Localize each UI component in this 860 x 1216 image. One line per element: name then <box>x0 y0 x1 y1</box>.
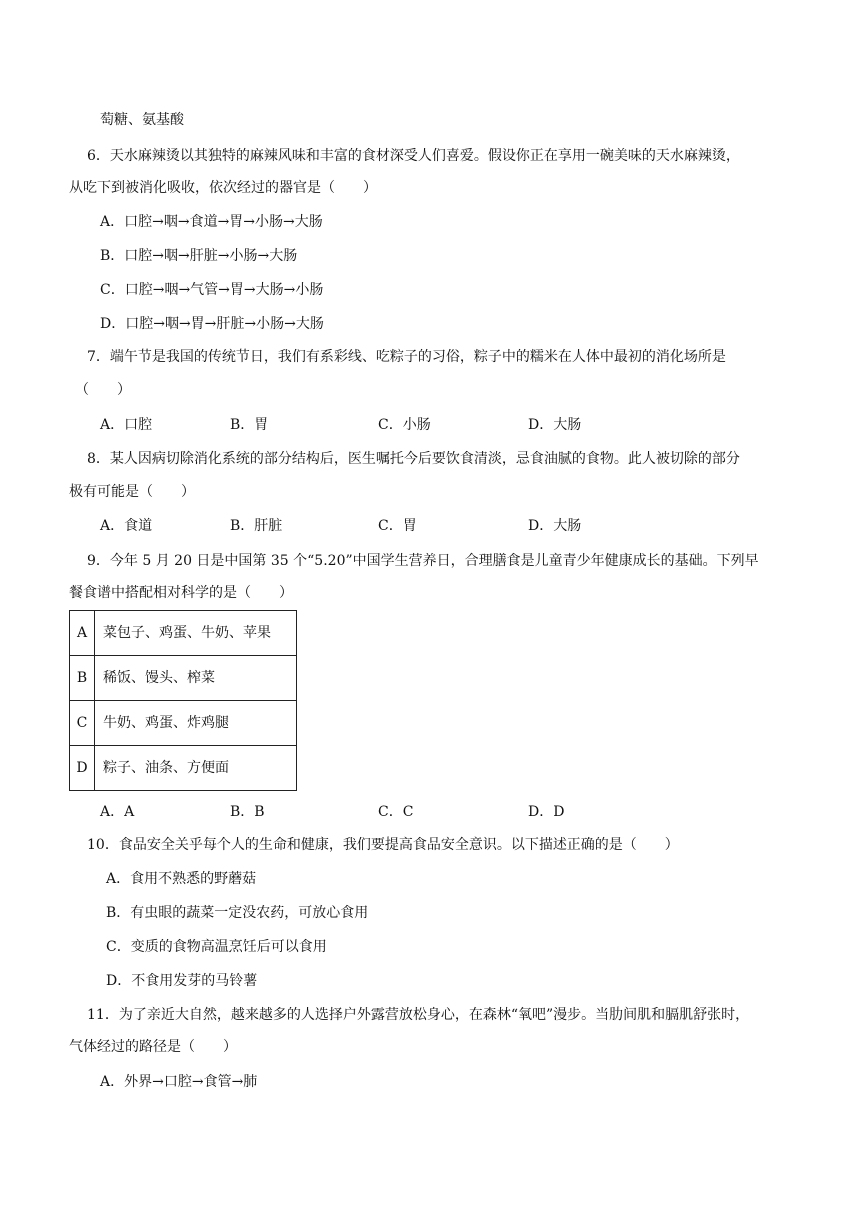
menu-items: 牛奶、鸡蛋、炸鸡腿 <box>95 701 297 746</box>
question-9-option-a[interactable]: A．A <box>100 804 135 820</box>
question-9-stem-line-2: 餐食谱中搭配相对科学的是（ ） <box>69 585 293 601</box>
menu-items: 稀饭、馒头、榨菜 <box>95 656 297 701</box>
question-7-option-c[interactable]: C．小肠 <box>378 417 431 433</box>
question-9-option-c[interactable]: C．C <box>378 804 414 820</box>
menu-key: D <box>70 746 95 791</box>
menu-items: 菜包子、鸡蛋、牛奶、苹果 <box>95 611 297 656</box>
table-row <box>70 611 297 656</box>
question-9-option-b[interactable]: B．B <box>230 804 265 820</box>
question-7-stem-line-2: （ ） <box>75 382 131 398</box>
table-row <box>70 656 297 701</box>
menu-key: A <box>70 611 95 656</box>
menu-items: 粽子、油条、方便面 <box>95 746 297 791</box>
question-8-option-b[interactable]: B．肝脏 <box>230 518 283 534</box>
question-6-stem-line-1: 6．天水麻辣烫以其独特的麻辣风味和丰富的食材深受人们喜爱。假设你正在享用一碗美味的天水麻辣烫， <box>87 148 740 164</box>
question-11-option-a[interactable]: A．外界→口腔→食管→肺 <box>100 1074 258 1090</box>
question-8-option-c[interactable]: C．胃 <box>378 518 417 534</box>
question-9-option-d[interactable]: D．D <box>528 804 565 820</box>
question-7-option-d[interactable]: D．大肠 <box>528 417 582 433</box>
question-6-option-b[interactable]: B．口腔→咽→肝脏→小肠→大肠 <box>100 248 298 264</box>
question-8-option-a[interactable]: A．食道 <box>100 518 153 534</box>
question-7-option-b[interactable]: B．胃 <box>230 417 269 433</box>
question-10-option-b[interactable]: B．有虫眼的蔬菜一定没农药，可放心食用 <box>106 905 369 921</box>
question-7-stem-line-1: 7．端午节是我国的传统节日，我们有系彩线、吃粽子的习俗，粽子中的糯米在人体中最初的消化场所是 <box>87 349 726 365</box>
question-11-stem-line-2: 气体经过的路径是（ ） <box>69 1039 237 1055</box>
menu-key: B <box>70 656 95 701</box>
question-10-option-c[interactable]: C．变质的食物高温烹饪后可以食用 <box>106 939 327 955</box>
question-10-option-d[interactable]: D．不食用发芽的马铃薯 <box>106 973 258 989</box>
previous-answer-fragment: 萄糖、氨基酸 <box>100 112 184 128</box>
breakfast-menu-table <box>69 610 297 791</box>
question-8-option-d[interactable]: D．大肠 <box>528 518 582 534</box>
question-8-stem-line-2: 极有可能是（ ） <box>69 484 195 500</box>
question-6-option-c[interactable]: C．口腔→咽→气管→胃→大肠→小肠 <box>100 282 324 298</box>
question-8-stem-line-1: 8．某人因病切除消化系统的部分结构后，医生嘱托今后要饮食清淡，忌食油腻的食物。此人被切除的部分 <box>87 451 740 467</box>
question-10-stem-line-1: 10．食品安全关乎每个人的生命和健康，我们要提高食品安全意识。以下描述正确的是（ ） <box>87 837 679 853</box>
question-11-stem-line-1: 11．为了亲近大自然，越来越多的人选择户外露营放松身心，在森林“氧吧”漫步。当肋间肌和膈肌舒张时， <box>87 1007 750 1023</box>
table-row <box>70 701 297 746</box>
question-10-option-a[interactable]: A．食用不熟悉的野蘑菇 <box>106 871 257 887</box>
question-7-option-a[interactable]: A．口腔 <box>100 417 153 433</box>
question-6-option-a[interactable]: A．口腔→咽→食道→胃→小肠→大肠 <box>100 214 323 230</box>
question-6-option-d[interactable]: D．口腔→咽→胃→肝脏→小肠→大肠 <box>100 316 324 332</box>
menu-key: C <box>70 701 95 746</box>
question-9-stem-line-1: 9．今年 5 月 20 日是中国第 35 个“5.20”中国学生营养日，合理膳食是儿童青少年健康成长的基础。下列早 <box>87 553 759 569</box>
table-row <box>70 746 297 791</box>
question-6-stem-line-2: 从吃下到被消化吸收，依次经过的器官是（ ） <box>69 180 377 196</box>
